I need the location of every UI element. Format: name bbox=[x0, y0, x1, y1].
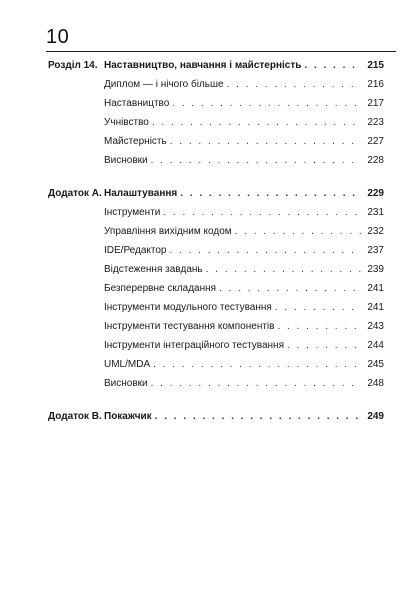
entry-page: 227 bbox=[367, 136, 384, 147]
toc-entry[interactable] bbox=[48, 374, 384, 393]
dot-leader bbox=[172, 94, 361, 113]
toc-entry[interactable] bbox=[48, 132, 384, 151]
toc-entry[interactable] bbox=[48, 222, 384, 241]
toc-entry[interactable] bbox=[48, 298, 384, 317]
dot-leader bbox=[206, 260, 361, 279]
table-of-contents bbox=[48, 56, 384, 440]
toc-section-chapter-14 bbox=[48, 56, 384, 170]
dot-leader bbox=[277, 317, 361, 336]
toc-entry[interactable] bbox=[48, 113, 384, 132]
entry-title: Наставництво bbox=[104, 98, 170, 109]
entry-title: Управління вихідним кодом bbox=[104, 226, 232, 237]
toc-entry[interactable] bbox=[48, 260, 384, 279]
dot-leader bbox=[227, 75, 361, 94]
toc-section-appendix-a bbox=[48, 184, 384, 393]
toc-entry[interactable] bbox=[48, 94, 384, 113]
toc-entry[interactable] bbox=[48, 203, 384, 222]
dot-leader bbox=[304, 56, 361, 75]
entry-page: 237 bbox=[367, 245, 384, 256]
entry-title: Інструменти тестування компонентів bbox=[104, 321, 275, 332]
dot-leader bbox=[170, 241, 362, 260]
entry-page: 241 bbox=[367, 283, 384, 294]
entry-page: 244 bbox=[367, 340, 384, 351]
entry-page: 248 bbox=[367, 378, 384, 389]
toc-entry[interactable] bbox=[48, 151, 384, 170]
toc-section-appendix-b bbox=[48, 407, 384, 426]
toc-entry[interactable] bbox=[48, 317, 384, 336]
page-number: 10 bbox=[46, 26, 70, 48]
toc-entry[interactable] bbox=[48, 75, 384, 94]
toc-entry[interactable] bbox=[48, 336, 384, 355]
entry-title: Інструменти модульного тестування bbox=[104, 302, 272, 313]
entry-title: Інструменти інтеграційного тестування bbox=[104, 340, 284, 351]
entry-page: 217 bbox=[367, 98, 384, 109]
entry-page: 241 bbox=[367, 302, 384, 313]
entry-title: Висновки bbox=[104, 378, 148, 389]
dot-leader bbox=[170, 132, 361, 151]
entry-title: Відстеження завдань bbox=[104, 264, 203, 275]
toc-chapter-row[interactable] bbox=[48, 56, 384, 75]
entry-title: Диплом — і нічого більше bbox=[104, 79, 224, 90]
entry-title: IDE/Редактор bbox=[104, 245, 167, 256]
chapter-label: Додаток В. bbox=[48, 411, 102, 422]
header-rule bbox=[46, 51, 396, 52]
dot-leader bbox=[153, 355, 361, 374]
toc-entry[interactable] bbox=[48, 355, 384, 374]
toc-chapter-row[interactable] bbox=[48, 184, 384, 203]
chapter-page: 249 bbox=[367, 411, 384, 422]
chapter-page: 229 bbox=[367, 188, 384, 199]
entry-page: 239 bbox=[367, 264, 384, 275]
entry-page: 245 bbox=[367, 359, 384, 370]
entry-title: Інструменти bbox=[104, 207, 161, 218]
dot-leader bbox=[180, 184, 361, 203]
dot-leader bbox=[151, 374, 361, 393]
toc-entry[interactable] bbox=[48, 241, 384, 260]
entry-title: Учнівство bbox=[104, 117, 149, 128]
dot-leader bbox=[151, 151, 361, 170]
dot-leader bbox=[287, 336, 361, 355]
toc-chapter-row[interactable] bbox=[48, 407, 384, 426]
chapter-title: Покажчик bbox=[104, 411, 152, 422]
chapter-label: Додаток А. bbox=[48, 188, 102, 199]
entry-title: Безперервне складання bbox=[104, 283, 217, 294]
entry-page: 228 bbox=[367, 155, 384, 166]
dot-leader bbox=[235, 222, 361, 241]
entry-title: Висновки bbox=[104, 155, 148, 166]
chapter-page: 215 bbox=[367, 60, 384, 71]
entry-title: Майстерність bbox=[104, 136, 167, 147]
entry-page: 232 bbox=[367, 226, 384, 237]
toc-entry[interactable] bbox=[48, 279, 384, 298]
chapter-title: Налаштування bbox=[104, 188, 178, 199]
entry-page: 216 bbox=[367, 79, 384, 90]
entry-page: 223 bbox=[367, 117, 384, 128]
dot-leader bbox=[163, 203, 361, 222]
entry-page: 231 bbox=[367, 207, 384, 218]
entry-page: 243 bbox=[367, 321, 384, 332]
dot-leader bbox=[219, 279, 361, 298]
dot-leader bbox=[275, 298, 361, 317]
chapter-title: Наставництво, навчання і майстерність bbox=[104, 60, 302, 71]
dot-leader bbox=[152, 113, 361, 132]
entry-title: UML/MDA bbox=[104, 359, 151, 370]
dot-leader bbox=[155, 407, 361, 426]
chapter-label: Розділ 14. bbox=[48, 60, 98, 71]
